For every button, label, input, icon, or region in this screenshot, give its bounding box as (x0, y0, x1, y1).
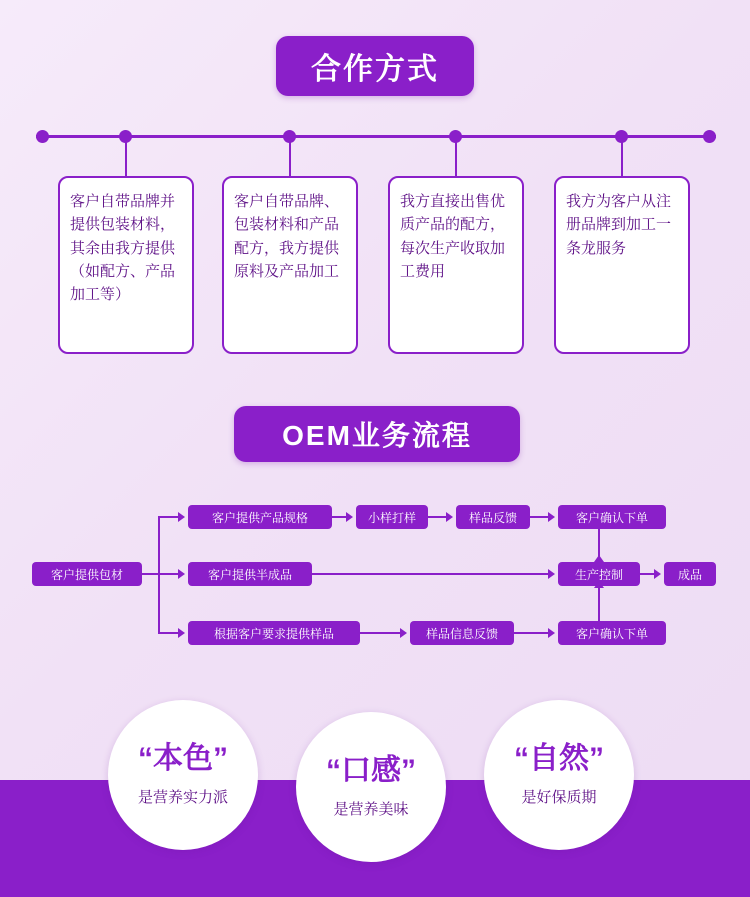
timeline-stem-2 (289, 141, 291, 176)
feature-circle-1 (108, 700, 258, 850)
flow-node-control: 生产控制 (558, 562, 640, 586)
feature-circle-3 (484, 700, 634, 850)
timeline-dot-start (36, 130, 49, 143)
flow-arrow-r3-b (548, 628, 555, 638)
timeline-stem-3 (455, 141, 457, 176)
flow-arrow-r3-a (400, 628, 407, 638)
flow-arrow-branch-3 (178, 628, 185, 638)
flow-node-r1-4: 客户确认下单 (558, 505, 666, 529)
cooperation-card-3: 我方直接出售优质产品的配方，每次生产收取加工费用 (388, 176, 524, 354)
flow-node-end: 成品 (664, 562, 716, 586)
feature-sub-3: 是好保质期 (521, 788, 597, 806)
flow-arrow-r1-a (346, 512, 353, 522)
flow-node-r1-2: 小样打样 (356, 505, 428, 529)
flow-node-r1-1: 客户提供产品规格 (188, 505, 332, 529)
flow-arrow-branch-2 (178, 569, 185, 579)
flow-arrow-r1-b (446, 512, 453, 522)
feature-title-1: “本色” (138, 741, 228, 775)
section-title-cooperation: 合作方式 (276, 36, 474, 96)
flow-line-branch-1 (158, 516, 180, 518)
flow-arrow-r3-to-control (594, 581, 604, 588)
timeline-axis (36, 135, 716, 138)
flow-node-start: 客户提供包材 (32, 562, 142, 586)
flow-node-r1-3: 样品反馈 (456, 505, 530, 529)
flow-arrow-r2 (548, 569, 555, 579)
flow-node-r3-2: 样品信息反馈 (410, 621, 514, 645)
timeline-stem-1 (125, 141, 127, 176)
flow-line-r3-b (514, 632, 550, 634)
timeline-dot-end (703, 130, 716, 143)
feature-title-3: “自然” (514, 741, 604, 775)
flow-line-branch-3 (158, 632, 180, 634)
cooperation-card-1: 客户自带品牌并提供包装材料，其余由我方提供（如配方、产品加工等） (58, 176, 194, 354)
flow-line-r1-b (428, 516, 448, 518)
timeline-stem-4 (621, 141, 623, 176)
flow-node-r2-1: 客户提供半成品 (188, 562, 312, 586)
section-title-oem: OEM业务流程 (234, 406, 520, 462)
flow-line-r3-a (360, 632, 402, 634)
flow-line-r2-long (312, 573, 550, 575)
cooperation-card-2: 客户自带品牌、包装材料和产品配方，我方提供原料及产品加工 (222, 176, 358, 354)
flow-arrow-r1-c (548, 512, 555, 522)
oem-flow-diagram (0, 485, 750, 665)
flow-line-r1-c (530, 516, 550, 518)
feature-title-2: “口感” (326, 753, 416, 787)
feature-circle-2 (296, 712, 446, 862)
flow-node-r3-1: 根据客户要求提供样品 (188, 621, 360, 645)
flow-line-branch-2 (158, 573, 180, 575)
flow-node-r3-3: 客户确认下单 (558, 621, 666, 645)
flow-arrow-r1-to-control (594, 555, 604, 562)
flow-arrow-branch-1 (178, 512, 185, 522)
flow-arrow-end (654, 569, 661, 579)
feature-sub-2: 是营养美味 (333, 800, 409, 818)
cooperation-card-4: 我方为客户从注册品牌到加工一条龙服务 (554, 176, 690, 354)
feature-sub-1: 是营养实力派 (137, 788, 228, 806)
